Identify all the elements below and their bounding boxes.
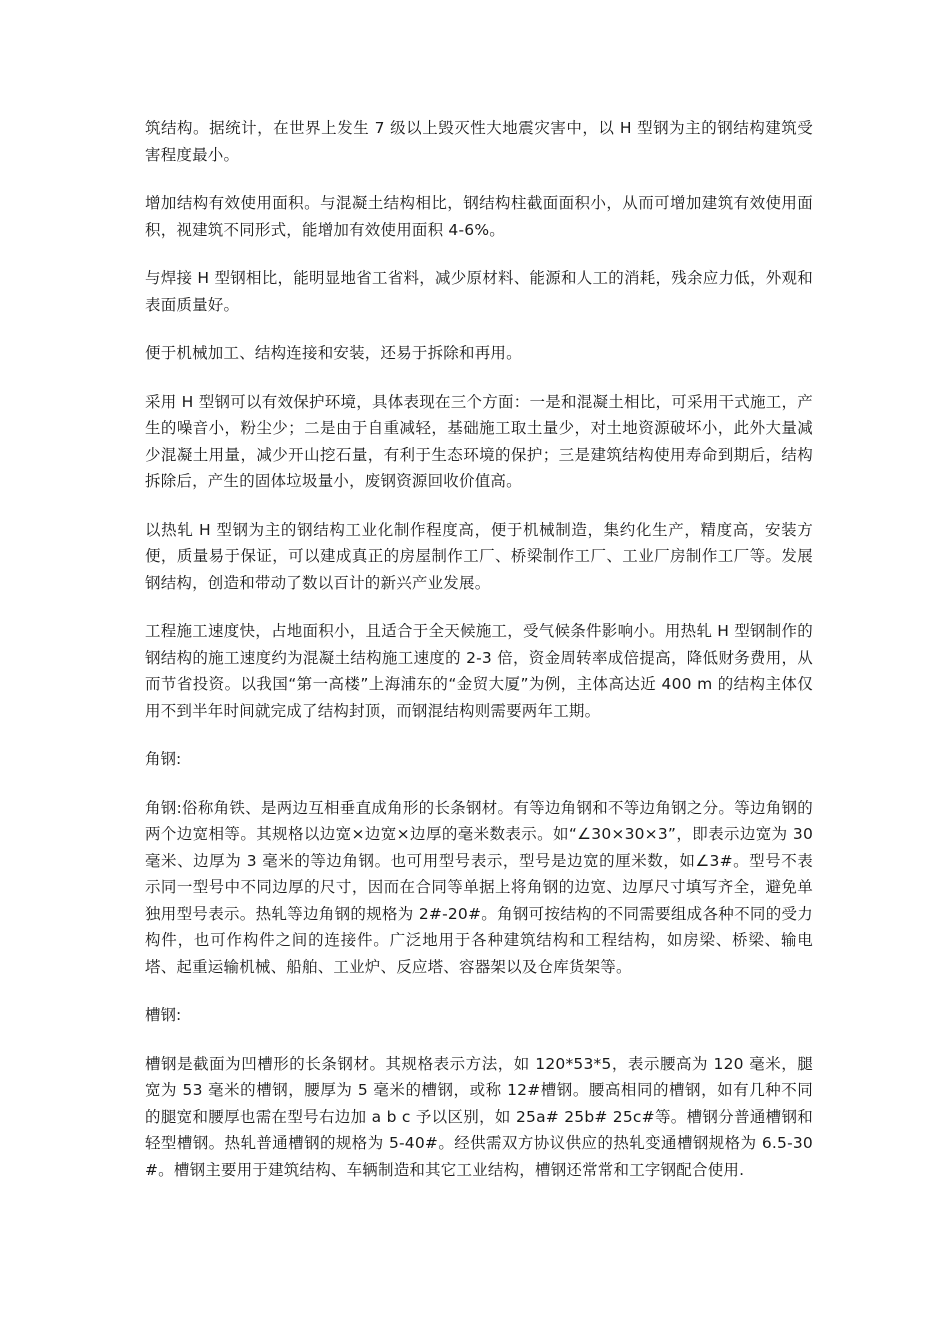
paragraph-usable-area: 增加结构有效使用面积。与混凝土结构相比，钢结构柱截面面积小，从而可增加建筑有效使用面积，视建筑不同形式，能增加有效使用面积 4-6%。: [145, 194, 813, 239]
paragraph-channel-steel: 槽钢是截面为凹槽形的长条钢材。其规格表示方法，如 120*53*5，表示腰高为 120 毫米，腿宽为 53 毫米的槽钢，腰厚为 5 毫米的槽钢，或称 12#槽钢。腰高相同的槽钢，如有几种不同的腿宽和腰厚也需在型号右边加 a b c 予以区别，如 25a# 25b# 25c#等。槽钢分普通槽钢和轻型槽钢。热轧普通槽钢的规格为 5-40#。经供需双方协议供应的热轧变通槽钢规格为 6.5-30#。槽钢主要用于建筑结构、车辆制造和其它工业结构，槽钢还常常和工字钢配合使用.: [145, 1054, 813, 1179]
paragraph-industrialization: 以热轧 H 型钢为主的钢结构工业化制作程度高，便于机械制造，集约化生产，精度高，安装方便，质量易于保证，可以建成真正的房屋制作工厂、桥梁制作工厂、工业厂房制作工厂等。发展钢结构，创造和带动了数以百计的新兴产业发展。: [145, 520, 813, 592]
paragraph-environment: 采用 H 型钢可以有效保护环境，具体表现在三个方面：一是和混凝土相比，可采用干式施工，产生的噪音小，粉尘少；二是由于自重减轻，基础施工取土量少，对土地资源破坏小，此外大量减少混凝土用量，减少开山挖石量，有利于生态环境的保护；三是建筑结构使用寿命到期后，结构拆除后，产生的固体垃圾量小，废钢资源回收价值高。: [145, 392, 813, 490]
document-body: [145, 115, 813, 1205]
heading-channel-steel: 槽钢:: [145, 1006, 182, 1024]
paragraph-construction-speed: 工程施工速度快，占地面积小，且适合于全天候施工，受气候条件影响小。用热轧 H 型钢制作的钢结构的施工速度约为混凝土结构施工速度的 2-3 倍，资金周转率成倍提高，降低财务费用，从而节省投资。以我国“第一高楼”上海浦东的“金贸大厦”为例，主体高达近 400 m 的结构主体仅用不到半年时间就完成了结构封顶，而钢混结构则需要两年工期。: [145, 622, 813, 720]
paragraph-vs-welded: 与焊接 H 型钢相比，能明显地省工省料，减少原材料、能源和人工的消耗，残余应力低，外观和表面质量好。: [145, 269, 813, 314]
paragraph-seismic-resistance: 筑结构。据统计，在世界上发生 7 级以上毁灭性大地震灾害中，以 H 型钢为主的钢结构建筑受害程度最小。: [145, 119, 813, 164]
paragraph-angle-steel: 角钢:俗称角铁、是两边互相垂直成角形的长条钢材。有等边角钢和不等边角钢之分。等边角钢的两个边宽相等。其规格以边宽×边宽×边厚的毫米数表示。如“∠30×30×3”，即表示边宽为 30 毫米、边厚为 3 毫米的等边角钢。也可用型号表示，型号是边宽的厘米数，如∠3#。型号不表示同一型号中不同边厚的尺寸，因而在合同等单据上将角钢的边宽、边厚尺寸填写齐全，避免单独用型号表示。热轧等边角钢的规格为 2#-20#。角钢可按结构的不同需要组成各种不同的受力构件，也可作构件之间的连接件。广泛地用于各种建筑结构和工程结构，如房梁、桥梁、输电塔、起重运输机械、船舶、工业炉、反应塔、容器架以及仓库货架等。: [145, 798, 813, 976]
heading-angle-steel: 角钢:: [145, 750, 182, 768]
paragraph-machining: 便于机械加工、结构连接和安装，还易于拆除和再用。: [145, 344, 522, 362]
